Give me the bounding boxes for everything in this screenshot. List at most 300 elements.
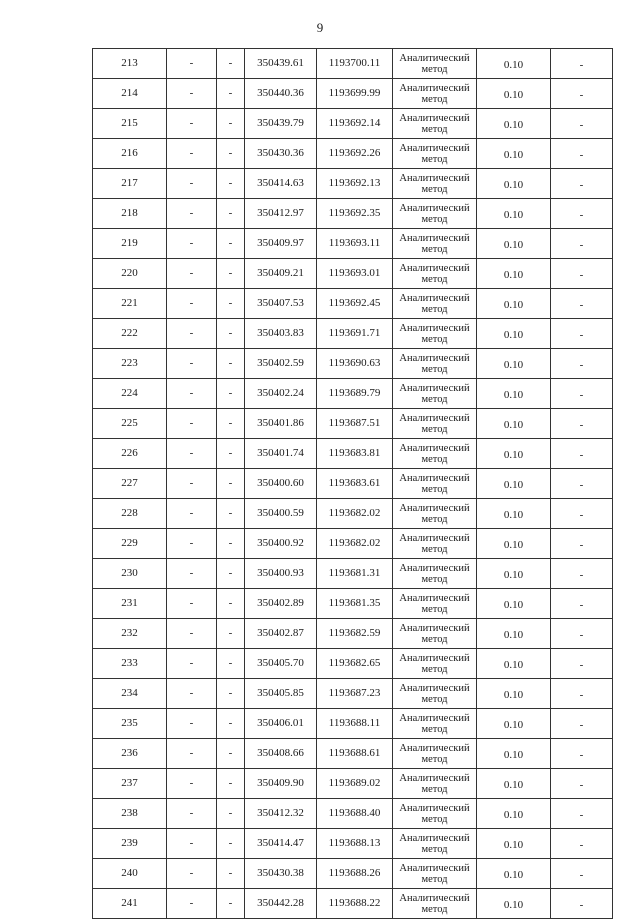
- method-cell: [393, 379, 477, 409]
- dash-cell: -: [551, 739, 613, 769]
- method-cell: [393, 199, 477, 229]
- table-row: [93, 469, 613, 499]
- dash-cell: -: [167, 499, 217, 529]
- method-line: метод: [421, 603, 448, 615]
- method-line: метод: [421, 843, 448, 855]
- method-cell: [393, 859, 477, 889]
- point-number-cell: 239: [93, 829, 167, 859]
- y-coordinate-cell: 1193690.63: [317, 349, 393, 379]
- x-coordinate-cell: 350402.59: [245, 349, 317, 379]
- dash-cell: -: [217, 769, 245, 799]
- x-coordinate-cell: 350414.47: [245, 829, 317, 859]
- y-coordinate-cell: 1193692.35: [317, 199, 393, 229]
- dash-cell: -: [167, 739, 217, 769]
- method-line: метод: [421, 393, 448, 405]
- page-number: 9: [316, 20, 324, 35]
- dash-cell: -: [551, 499, 613, 529]
- accuracy-cell: 0.10: [477, 79, 551, 109]
- accuracy-cell: 0.10: [477, 259, 551, 289]
- dash-cell: -: [167, 799, 217, 829]
- table-row: [93, 529, 613, 559]
- x-coordinate-cell: 350401.74: [245, 439, 317, 469]
- method-cell: [393, 679, 477, 709]
- method-line: метод: [421, 63, 448, 75]
- y-coordinate-cell: 1193688.61: [317, 739, 393, 769]
- y-coordinate-cell: 1193699.99: [317, 79, 393, 109]
- point-number-cell: 230: [93, 559, 167, 589]
- table-row: [93, 709, 613, 739]
- method-line: Аналитический: [399, 832, 470, 844]
- accuracy-cell: 0.10: [477, 529, 551, 559]
- dash-cell: -: [551, 199, 613, 229]
- method-line: метод: [421, 153, 448, 165]
- y-coordinate-cell: 1193687.23: [317, 679, 393, 709]
- method-line: Аналитический: [399, 652, 470, 664]
- dash-cell: -: [167, 859, 217, 889]
- method-cell: [393, 559, 477, 589]
- x-coordinate-cell: 350402.87: [245, 619, 317, 649]
- table-row: [93, 109, 613, 139]
- accuracy-cell: 0.10: [477, 559, 551, 589]
- dash-cell: -: [551, 769, 613, 799]
- x-coordinate-cell: 350412.97: [245, 199, 317, 229]
- method-line: Аналитический: [399, 532, 470, 544]
- accuracy-cell: 0.10: [477, 709, 551, 739]
- dash-cell: -: [551, 319, 613, 349]
- method-cell: [393, 709, 477, 739]
- table-row: [93, 769, 613, 799]
- method-cell: [393, 289, 477, 319]
- method-cell: [393, 169, 477, 199]
- accuracy-cell: 0.10: [477, 889, 551, 919]
- method-line: Аналитический: [399, 142, 470, 154]
- x-coordinate-cell: 350405.85: [245, 679, 317, 709]
- dash-cell: -: [167, 829, 217, 859]
- table-row: [93, 799, 613, 829]
- dash-cell: -: [551, 109, 613, 139]
- dash-cell: -: [551, 139, 613, 169]
- method-cell: [393, 409, 477, 439]
- method-cell: [393, 109, 477, 139]
- dash-cell: -: [167, 49, 217, 79]
- point-number-cell: 228: [93, 499, 167, 529]
- dash-cell: -: [217, 139, 245, 169]
- method-line: метод: [421, 513, 448, 525]
- x-coordinate-cell: 350405.70: [245, 649, 317, 679]
- accuracy-cell: 0.10: [477, 169, 551, 199]
- dash-cell: -: [217, 199, 245, 229]
- dash-cell: -: [167, 79, 217, 109]
- x-coordinate-cell: 350409.97: [245, 229, 317, 259]
- method-cell: [393, 139, 477, 169]
- method-cell: [393, 649, 477, 679]
- x-coordinate-cell: 350439.79: [245, 109, 317, 139]
- method-cell: [393, 79, 477, 109]
- dash-cell: -: [167, 619, 217, 649]
- point-number-cell: 215: [93, 109, 167, 139]
- dash-cell: -: [551, 709, 613, 739]
- table-row: [93, 559, 613, 589]
- method-cell: [393, 349, 477, 379]
- y-coordinate-cell: 1193687.51: [317, 409, 393, 439]
- accuracy-cell: 0.10: [477, 799, 551, 829]
- point-number-cell: 233: [93, 649, 167, 679]
- method-line: Аналитический: [399, 502, 470, 514]
- dash-cell: -: [217, 889, 245, 919]
- dash-cell: -: [167, 439, 217, 469]
- dash-cell: -: [167, 379, 217, 409]
- point-number-cell: 213: [93, 49, 167, 79]
- x-coordinate-cell: 350414.63: [245, 169, 317, 199]
- accuracy-cell: 0.10: [477, 859, 551, 889]
- dash-cell: -: [167, 289, 217, 319]
- table-row: [93, 199, 613, 229]
- point-number-cell: 225: [93, 409, 167, 439]
- dash-cell: -: [551, 589, 613, 619]
- dash-cell: -: [217, 169, 245, 199]
- method-line: метод: [421, 723, 448, 735]
- x-coordinate-cell: 350412.32: [245, 799, 317, 829]
- point-number-cell: 232: [93, 619, 167, 649]
- dash-cell: -: [217, 349, 245, 379]
- dash-cell: -: [551, 229, 613, 259]
- dash-cell: -: [167, 769, 217, 799]
- y-coordinate-cell: 1193682.59: [317, 619, 393, 649]
- point-number-cell: 216: [93, 139, 167, 169]
- x-coordinate-cell: 350407.53: [245, 289, 317, 319]
- dash-cell: -: [167, 259, 217, 289]
- dash-cell: -: [551, 289, 613, 319]
- y-coordinate-cell: 1193689.79: [317, 379, 393, 409]
- method-line: метод: [421, 543, 448, 555]
- dash-cell: -: [217, 829, 245, 859]
- point-number-cell: 222: [93, 319, 167, 349]
- point-number-cell: 238: [93, 799, 167, 829]
- dash-cell: -: [217, 439, 245, 469]
- dash-cell: -: [551, 619, 613, 649]
- accuracy-cell: 0.10: [477, 469, 551, 499]
- coordinates-table-body: [93, 49, 613, 919]
- table-row: [93, 259, 613, 289]
- method-line: Аналитический: [399, 202, 470, 214]
- table-row: [93, 859, 613, 889]
- table-row: [93, 649, 613, 679]
- dash-cell: -: [217, 229, 245, 259]
- method-line: Аналитический: [399, 562, 470, 574]
- dash-cell: -: [167, 199, 217, 229]
- dash-cell: -: [551, 889, 613, 919]
- accuracy-cell: 0.10: [477, 739, 551, 769]
- method-line: метод: [421, 753, 448, 765]
- method-cell: [393, 439, 477, 469]
- dash-cell: -: [551, 49, 613, 79]
- dash-cell: -: [167, 409, 217, 439]
- accuracy-cell: 0.10: [477, 49, 551, 79]
- dash-cell: -: [217, 649, 245, 679]
- accuracy-cell: 0.10: [477, 349, 551, 379]
- point-number-cell: 214: [93, 79, 167, 109]
- method-cell: [393, 259, 477, 289]
- y-coordinate-cell: 1193682.65: [317, 649, 393, 679]
- point-number-cell: 226: [93, 439, 167, 469]
- method-line: метод: [421, 123, 448, 135]
- y-coordinate-cell: 1193692.45: [317, 289, 393, 319]
- y-coordinate-cell: 1193683.61: [317, 469, 393, 499]
- point-number-cell: 220: [93, 259, 167, 289]
- dash-cell: -: [217, 499, 245, 529]
- table-row: [93, 49, 613, 79]
- accuracy-cell: 0.10: [477, 379, 551, 409]
- dash-cell: -: [217, 109, 245, 139]
- point-number-cell: 227: [93, 469, 167, 499]
- method-line: Аналитический: [399, 112, 470, 124]
- method-line: Аналитический: [399, 712, 470, 724]
- y-coordinate-cell: 1193681.35: [317, 589, 393, 619]
- dash-cell: -: [217, 409, 245, 439]
- point-number-cell: 241: [93, 889, 167, 919]
- x-coordinate-cell: 350402.24: [245, 379, 317, 409]
- method-line: Аналитический: [399, 82, 470, 94]
- dash-cell: -: [551, 259, 613, 289]
- y-coordinate-cell: 1193688.22: [317, 889, 393, 919]
- table-row: [93, 139, 613, 169]
- method-line: Аналитический: [399, 802, 470, 814]
- method-line: метод: [421, 423, 448, 435]
- x-coordinate-cell: 350402.89: [245, 589, 317, 619]
- method-cell: [393, 469, 477, 499]
- table-row: [93, 619, 613, 649]
- method-line: Аналитический: [399, 232, 470, 244]
- method-line: метод: [421, 303, 448, 315]
- x-coordinate-cell: 350409.90: [245, 769, 317, 799]
- dash-cell: -: [217, 259, 245, 289]
- dash-cell: -: [217, 379, 245, 409]
- method-line: Аналитический: [399, 322, 470, 334]
- method-line: метод: [421, 213, 448, 225]
- y-coordinate-cell: 1193691.71: [317, 319, 393, 349]
- coordinates-table: [92, 48, 613, 919]
- method-line: Аналитический: [399, 592, 470, 604]
- method-line: метод: [421, 333, 448, 345]
- method-line: Аналитический: [399, 892, 470, 904]
- x-coordinate-cell: 350440.36: [245, 79, 317, 109]
- method-line: метод: [421, 873, 448, 885]
- table-row: [93, 739, 613, 769]
- method-line: метод: [421, 633, 448, 645]
- dash-cell: -: [551, 649, 613, 679]
- table-row: [93, 79, 613, 109]
- dash-cell: -: [167, 529, 217, 559]
- dash-cell: -: [217, 619, 245, 649]
- y-coordinate-cell: 1193700.11: [317, 49, 393, 79]
- point-number-cell: 221: [93, 289, 167, 319]
- method-line: метод: [421, 573, 448, 585]
- dash-cell: -: [217, 559, 245, 589]
- method-line: метод: [421, 243, 448, 255]
- dash-cell: -: [217, 679, 245, 709]
- y-coordinate-cell: 1193689.02: [317, 769, 393, 799]
- accuracy-cell: 0.10: [477, 319, 551, 349]
- x-coordinate-cell: 350439.61: [245, 49, 317, 79]
- y-coordinate-cell: 1193692.14: [317, 109, 393, 139]
- dash-cell: -: [551, 409, 613, 439]
- method-line: Аналитический: [399, 862, 470, 874]
- x-coordinate-cell: 350408.66: [245, 739, 317, 769]
- method-line: Аналитический: [399, 352, 470, 364]
- x-coordinate-cell: 350442.28: [245, 889, 317, 919]
- dash-cell: -: [167, 109, 217, 139]
- dash-cell: -: [217, 739, 245, 769]
- point-number-cell: 236: [93, 739, 167, 769]
- y-coordinate-cell: 1193688.13: [317, 829, 393, 859]
- table-row: [93, 439, 613, 469]
- dash-cell: -: [551, 529, 613, 559]
- accuracy-cell: 0.10: [477, 619, 551, 649]
- method-line: Аналитический: [399, 472, 470, 484]
- method-cell: [393, 619, 477, 649]
- method-line: Аналитический: [399, 442, 470, 454]
- point-number-cell: 231: [93, 589, 167, 619]
- y-coordinate-cell: 1193692.13: [317, 169, 393, 199]
- dash-cell: -: [217, 709, 245, 739]
- accuracy-cell: 0.10: [477, 589, 551, 619]
- method-cell: [393, 589, 477, 619]
- method-cell: [393, 829, 477, 859]
- method-line: Аналитический: [399, 622, 470, 634]
- x-coordinate-cell: 350403.83: [245, 319, 317, 349]
- method-cell: [393, 229, 477, 259]
- dash-cell: -: [167, 139, 217, 169]
- method-line: метод: [421, 783, 448, 795]
- method-line: метод: [421, 273, 448, 285]
- dash-cell: -: [551, 79, 613, 109]
- y-coordinate-cell: 1193683.81: [317, 439, 393, 469]
- accuracy-cell: 0.10: [477, 769, 551, 799]
- y-coordinate-cell: 1193681.31: [317, 559, 393, 589]
- method-line: Аналитический: [399, 412, 470, 424]
- table-row: [93, 409, 613, 439]
- accuracy-cell: 0.10: [477, 289, 551, 319]
- table-row: [93, 349, 613, 379]
- dash-cell: -: [551, 859, 613, 889]
- y-coordinate-cell: 1193693.01: [317, 259, 393, 289]
- accuracy-cell: 0.10: [477, 499, 551, 529]
- accuracy-cell: 0.10: [477, 139, 551, 169]
- method-line: метод: [421, 363, 448, 375]
- x-coordinate-cell: 350409.21: [245, 259, 317, 289]
- dash-cell: -: [167, 709, 217, 739]
- dash-cell: -: [167, 649, 217, 679]
- dash-cell: -: [167, 889, 217, 919]
- method-cell: [393, 799, 477, 829]
- accuracy-cell: 0.10: [477, 199, 551, 229]
- method-line: метод: [421, 903, 448, 915]
- method-line: Аналитический: [399, 52, 470, 64]
- point-number-cell: 237: [93, 769, 167, 799]
- dash-cell: -: [217, 589, 245, 619]
- dash-cell: -: [167, 319, 217, 349]
- point-number-cell: 240: [93, 859, 167, 889]
- dash-cell: -: [167, 559, 217, 589]
- x-coordinate-cell: 350430.36: [245, 139, 317, 169]
- dash-cell: -: [217, 859, 245, 889]
- y-coordinate-cell: 1193688.26: [317, 859, 393, 889]
- method-line: Аналитический: [399, 742, 470, 754]
- table-row: [93, 829, 613, 859]
- method-line: метод: [421, 813, 448, 825]
- y-coordinate-cell: 1193682.02: [317, 529, 393, 559]
- dash-cell: -: [217, 289, 245, 319]
- dash-cell: -: [551, 169, 613, 199]
- x-coordinate-cell: 350406.01: [245, 709, 317, 739]
- y-coordinate-cell: 1193693.11: [317, 229, 393, 259]
- method-cell: [393, 889, 477, 919]
- method-cell: [393, 769, 477, 799]
- dash-cell: -: [217, 529, 245, 559]
- method-line: Аналитический: [399, 172, 470, 184]
- dash-cell: -: [167, 229, 217, 259]
- x-coordinate-cell: 350430.38: [245, 859, 317, 889]
- table-row: [93, 499, 613, 529]
- method-line: метод: [421, 663, 448, 675]
- point-number-cell: 223: [93, 349, 167, 379]
- dash-cell: -: [217, 319, 245, 349]
- accuracy-cell: 0.10: [477, 109, 551, 139]
- method-line: метод: [421, 483, 448, 495]
- table-row: [93, 379, 613, 409]
- dash-cell: -: [167, 589, 217, 619]
- dash-cell: -: [217, 799, 245, 829]
- x-coordinate-cell: 350400.60: [245, 469, 317, 499]
- accuracy-cell: 0.10: [477, 409, 551, 439]
- dash-cell: -: [551, 559, 613, 589]
- table-row: [93, 289, 613, 319]
- x-coordinate-cell: 350400.92: [245, 529, 317, 559]
- table-row: [93, 229, 613, 259]
- method-line: Аналитический: [399, 262, 470, 274]
- x-coordinate-cell: 350400.93: [245, 559, 317, 589]
- method-line: метод: [421, 93, 448, 105]
- y-coordinate-cell: 1193682.02: [317, 499, 393, 529]
- point-number-cell: 218: [93, 199, 167, 229]
- dash-cell: -: [551, 799, 613, 829]
- dash-cell: -: [167, 469, 217, 499]
- point-number-cell: 224: [93, 379, 167, 409]
- dash-cell: -: [551, 469, 613, 499]
- dash-cell: -: [551, 679, 613, 709]
- table-row: [93, 679, 613, 709]
- method-cell: [393, 319, 477, 349]
- method-line: Аналитический: [399, 382, 470, 394]
- method-line: метод: [421, 183, 448, 195]
- dash-cell: -: [167, 349, 217, 379]
- dash-cell: -: [551, 439, 613, 469]
- y-coordinate-cell: 1193688.11: [317, 709, 393, 739]
- point-number-cell: 234: [93, 679, 167, 709]
- x-coordinate-cell: 350401.86: [245, 409, 317, 439]
- table-row: [93, 169, 613, 199]
- table-row: [93, 319, 613, 349]
- dash-cell: -: [551, 379, 613, 409]
- y-coordinate-cell: 1193688.40: [317, 799, 393, 829]
- point-number-cell: 217: [93, 169, 167, 199]
- point-number-cell: 219: [93, 229, 167, 259]
- point-number-cell: 229: [93, 529, 167, 559]
- y-coordinate-cell: 1193692.26: [317, 139, 393, 169]
- point-number-cell: 235: [93, 709, 167, 739]
- accuracy-cell: 0.10: [477, 829, 551, 859]
- table-row: [93, 589, 613, 619]
